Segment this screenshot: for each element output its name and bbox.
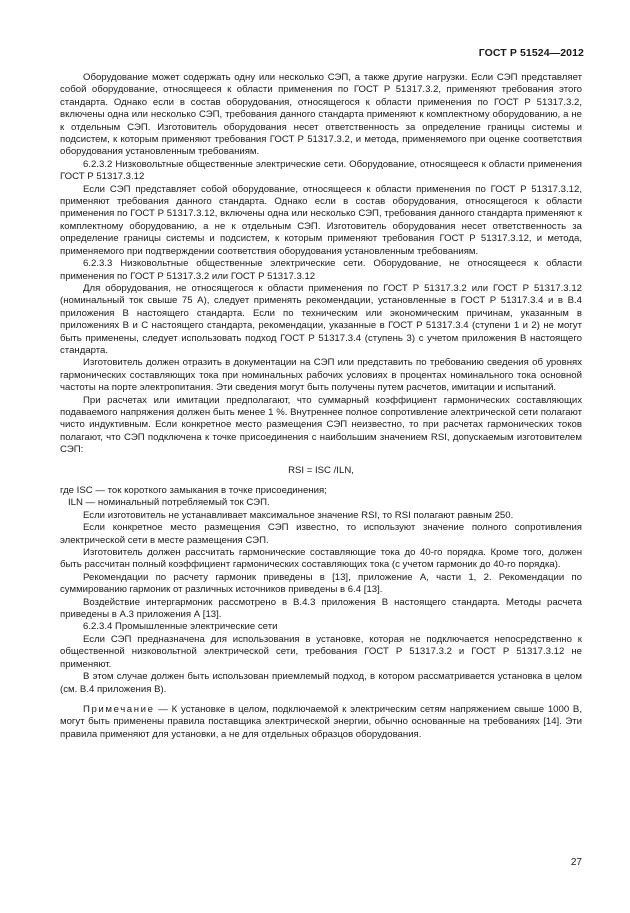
paragraph-rsi-default: Если изготовитель не устанавливает максимальное значение RSI, то RSI полагают равным 250.	[83, 509, 514, 521]
note-text: — К установке в целом, подключаемой к электрическим сетям напряжением свыше 1000 В, могут быть применены правила поставщика электрической энергии, обычно основанные на требованиях [14]. Эти правила применяют для установки, а не для отдельных образцов оборудования.	[60, 703, 582, 740]
note-paragraph	[60, 704, 582, 741]
paragraph-manufacturer-docs: Изготовитель должен отразить в документации на СЭП или представить по требованию сведения об уровнях гармонических составляющих тока при номинальных рабочих условиях в процентах номинального тока основной частоты на порте электропитания. Эти сведения могут быть получены путем расчетов, имитации и испытаний.	[60, 357, 582, 394]
note-label: Примечание	[83, 703, 155, 715]
paragraph-known-location: Если конкретное место размещения СЭП известно, то используют значение полного сопротивления электрической сети в месте размещения СЭП.	[60, 522, 582, 546]
section-heading-6-2-3-4: 6.2.3.4 Промышленные электрические сети	[83, 621, 278, 633]
paragraph-6-2-3-3-body: Для оборудования, не относящегося к области применения по ГОСТ Р 51317.3.2 или ГОСТ Р 51317.3.12 (номинальный ток свыше 75 А), следует применять рекомендации, установленные в ГОСТ Р 51317.3.4 и в В.4 приложения В настоящего стандарта. Если по техническим или экономическим причинам, указанным в приложениях В и С настоящего стандарта, рекомендации, указанные в ГОСТ Р 51317.3.4 (ступени 1 и 2) не могут быть применены, следует использовать подход ГОСТ Р 51317.3.4 (ступень 3) с учетом приложения В настоящего стандарта.	[60, 282, 582, 356]
section-heading-6-2-3-3: 6.2.3.3 Низковольтные общественные электрические сети. Оборудование, не относящееся к области применения по ГОСТ Р 51317.3.2 или ГОСТ Р 51317.3.12	[60, 258, 582, 282]
paragraph-harmonics-order: Изготовитель должен рассчитать гармонические составляющие тока до 40-го порядка. Кроме того, должен быть рассчитан полный коэффициент гармонических составляющих тока (с учетом гармоник до 40-го порядка).	[60, 547, 582, 571]
paragraph-interharmonics: Воздействие интергармоник рассмотрено в В.4.3 приложения В настоящего стандарта. Методы расчета приведены в А.3 приложения А [13].	[60, 596, 582, 621]
document-body	[60, 72, 582, 741]
paragraph-calculation-assumptions: При расчетах или имитации предполагают, что суммарный коэффициент гармонических составляющих подаваемого напряжения должен быть менее 1 %. Внутреннее полное сопротивление электрической сети полагают чисто индуктивным. Если конкретное место размещения СЭП неизвестно, то при расчетах гармонических токов полагают, что СЭП подключена к точке присоединения с наибольшим значением RSI, допускаемым изготовителем СЭП:	[60, 394, 582, 456]
paragraph-whole-installation: В этом случае должен быть использован приемлемый подход, в котором рассматривается установка в целом (см. В.4 приложения В).	[60, 671, 582, 695]
paragraph-harmonics-recommendations: Рекомендации по расчету гармоник приведены в [13], приложение А, части 1, 2. Рекомендации по суммированию гармоник от различных источников приведены в 6.4 [13].	[60, 571, 582, 596]
formula-where-isc: где ISC — ток короткого замыкания в точке присоединения;	[60, 485, 327, 496]
document-header: ГОСТ Р 51524—2012	[478, 47, 584, 59]
paragraph-6-2-3-2-body: Если СЭП представляет собой оборудование, относящееся к области применения по ГОСТ Р 51317.3.12, применяют требования данного стандарта. Однако если в состав оборудования, относящегося к области применения по ГОСТ Р 51317.3.12, включены одна или несколько СЭП, требования данного стандарта применяют к комплектному оборудованию, а не к отдельным СЭП. Изготовитель оборудования несет ответственность за определение границы системы и подсистем, к которым применяют требования ГОСТ Р 51317.3.12, и метода, применяемого при подтверждении соответствия оборудования установленным требованиям.	[60, 183, 582, 257]
formula-rsi: RSI = ISC /ILN,	[288, 464, 354, 476]
paragraph-equipment-composition: Оборудование может содержать одну или несколько СЭП, а также другие нагрузки. Если СЭП представляет собой оборудование, относящееся к области применения по ГОСТ Р 51317.3.2, применяют требования этого стандарта. Однако если в состав оборудования, относящегося к области применения по ГОСТ Р 51317.3.2, включены одна или несколько СЭП, требования данного стандарта применяют к комплектному оборудованию, а не к отдельным СЭП. Изготовитель оборудования несет ответственность за определение границы системы и подсистем, к которым применяют требования ГОСТ Р 51317.3.2, и метода, применяемого при оценке соответствия оборудования установленным требованиям.	[60, 72, 582, 158]
page-number: 27	[570, 857, 582, 868]
section-heading-6-2-3-2: 6.2.3.2 Низковольтные общественные электрические сети. Оборудование, относящееся к области применения ГОСТ Р 51317.3.12	[60, 158, 582, 183]
formula-where-iln: ILN — номинальный потребляемый ток СЭП.	[68, 497, 270, 509]
paragraph-industrial-networks: Если СЭП предназначена для использования в установке, которая не подключается непосредственно к общественной низковольтной электрической сети, требования ГОСТ Р 51317.3.2 и ГОСТ Р 51317.3.12 не применяют.	[60, 633, 582, 670]
